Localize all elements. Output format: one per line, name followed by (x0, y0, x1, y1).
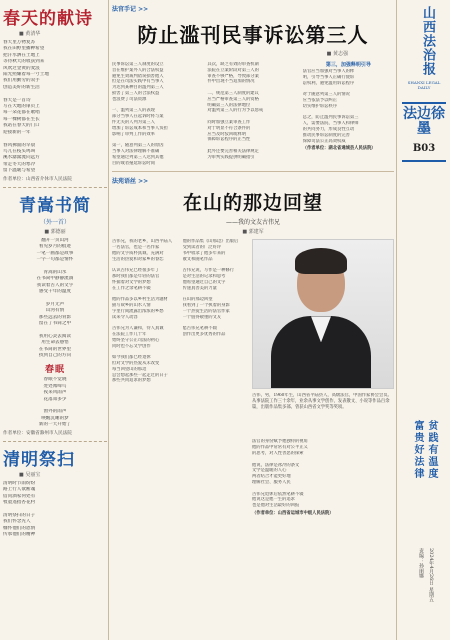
text-line: 留在了书简之中 (38, 321, 72, 327)
text-line: 同时加强立案审查工作 (207, 119, 251, 125)
text-line: 他的作品多以乡村生活为题材 (112, 297, 168, 303)
column-kicker: 法官手记 >> (112, 6, 149, 13)
text-line: 我站在春天的门口 (3, 123, 40, 129)
text-line: 旨在维护案外人的合法权益 (112, 67, 164, 73)
text-line: 同时也不忘文学创作 (112, 343, 151, 349)
text-line: 应当严格审查第三人的资格 (207, 96, 259, 102)
text-line: 在书简的世界里 (38, 346, 72, 352)
text-line: 春天是一首诗 (3, 97, 31, 103)
poem-title: 春眠 (44, 365, 65, 376)
text-line: 春风拂面的早晨 (3, 142, 36, 148)
main-content (112, 4, 394, 636)
text-line: 新的一天开始了 (38, 422, 72, 428)
text-line: 理解社会、服务人民 (252, 479, 291, 485)
text-line: 每一朵花都在歌唱 (3, 110, 40, 116)
text-line: 每当回望山的那边 (112, 366, 147, 372)
text-line: 等待秋天的收获到来 (3, 59, 45, 65)
text-line: 始终坚守公正司法的初心 (112, 337, 160, 343)
text-line: 写在大地的扉页上 (3, 104, 40, 110)
text-line: 读来令人动容 (112, 314, 138, 320)
text-line: 他的作品中常常有对公平正义 (252, 445, 308, 451)
text-line: 增加了诉讼成本和当事人负担 (112, 125, 168, 131)
text-line: 感受千年的温度 (38, 288, 72, 294)
text-line: 迎接新的一年 (3, 129, 31, 135)
text-line: 春眠不觉晓 (43, 377, 67, 383)
text-line: 青嵩的山水 (43, 269, 67, 275)
text-line: 阳光照耀着每一寸土地 (3, 72, 49, 78)
text-line: 损害了第三人的合法权益 (112, 90, 160, 96)
text-line: 件无关的人列为第三人 (112, 119, 155, 125)
text-line: 应当及时驳回或释明 (207, 131, 246, 137)
text-line: 明，引导当事人正确行使诉 (302, 74, 355, 80)
section-name: 法边徐墨 (403, 106, 445, 137)
text-line: 缅怀他们的恩情 (3, 525, 36, 531)
poem-body (3, 377, 107, 428)
text-line: 岁月无声 (45, 301, 65, 307)
author-affiliation: （作者单位：湖北省通城县人民法院） (302, 146, 376, 152)
text-line: 处处闻啼鸟 (43, 383, 67, 389)
text-line: 对于明显不符合条件的 (207, 125, 251, 131)
text-line: 在法院工作几十年 (112, 332, 147, 338)
text-line: 总会想起那些一起走过的日子 (112, 372, 168, 378)
text-line: 春天里万物复苏 (3, 40, 36, 45)
text-line: 保障司法公正高效权威 (302, 138, 346, 144)
text-line: 愿古伟兄笔耕不辍 (182, 326, 217, 332)
column-divider (396, 0, 397, 640)
text-line: 为审判实践提供明确指引 (207, 154, 255, 160)
text-line: 每一棵树都在生长 (3, 116, 40, 122)
poem-body (3, 481, 107, 539)
text-line: 我们用勤劳的双手 (3, 78, 40, 84)
divider (112, 171, 394, 172)
text-line: 在工作之余笔耕不辍 (112, 285, 151, 291)
text-line: 明确第三人的法律地位 (207, 102, 251, 108)
masthead-english: SHANXI LEGAL DAILY (407, 80, 441, 90)
text-line: 第一，随意列第三人的原因 (112, 143, 164, 149)
text-line: 审查不够严格，导致部分案 (207, 73, 259, 79)
text-line: 在山的那边回望 (182, 297, 213, 303)
poem-subtitle: （外一首） (39, 218, 70, 226)
text-line: 当事人对法律理解不准确 (112, 148, 160, 154)
poem-author: ■ 吴丽宝 (19, 471, 41, 478)
editor-credit: 责编：孙丽娜 (418, 548, 424, 578)
text-line: 带走冬天的寒冷 (3, 161, 36, 167)
text-line: 其次，缺乏有效的审查机制 (207, 62, 259, 67)
article-subheadline: ——我的文友古伟兄 (225, 219, 280, 227)
text-line: 他希望通过自己的文字 (182, 279, 226, 285)
text-line: 传递真善美的力量 (182, 285, 217, 291)
text-line: 留下温暖与希望 (3, 168, 36, 174)
article-byline: ■ 黄志强 (326, 51, 348, 57)
text-line: 件中出现不当追加的情况 (207, 79, 255, 85)
text-line: 我在田野里播种希望 (3, 46, 45, 52)
article-headline: 在山的那边回望 (182, 192, 323, 215)
text-line: 一名法官，也是一名作家 (112, 245, 160, 251)
text-line: 创造美好的新生活 (3, 84, 40, 90)
text-line: 他的文字质朴真诚，充满对 (112, 250, 164, 256)
text-line: 那些共同追求的梦想 (112, 378, 151, 384)
text-line: 他说这是他一生的追求 (252, 497, 295, 503)
text-line: 翻开一页山河 (41, 237, 69, 243)
text-line: 清明祭扫的日子 (3, 512, 36, 518)
text-line: 那些远去的背影 (38, 314, 72, 320)
text-line: 一个值得敬重的文友 (182, 314, 222, 320)
text-line: 字里行间流露出浓浓的乡愁 (112, 308, 164, 314)
text-line: 两者结合才能更好地 (252, 474, 291, 480)
text-line: 那时我们都是年轻的法官 (112, 274, 160, 280)
text-line: 一字一句都是情怀 (36, 256, 74, 262)
text-line: 散文和随笔作品 (182, 256, 213, 262)
author-affiliation: 作者单位：安徽省滁州市人民法院 (3, 430, 72, 436)
text-line: 描写故乡的山水人情 (112, 303, 151, 309)
text-line: 法院在立案阶段对第三人的 (207, 67, 259, 73)
article-byline: ■ 郭建军 (242, 229, 264, 236)
issue-date: 2024年4月26日 星期五 (428, 548, 434, 602)
text-line: 是对生活的记录和思考 (182, 274, 226, 280)
text-line: 人，需要法院、当事人和律师 (302, 121, 359, 127)
text-line: 古伟兄为人谦和，待人真诚 (112, 326, 164, 332)
text-line: 溪水潺潺流向远方 (3, 155, 40, 161)
text-line: 唤醒沉睡的梦 (41, 415, 69, 421)
text-line: 对于随意列第三人的情况 (302, 92, 350, 98)
text-line: 民事诉讼第三人制度的设立 (112, 62, 164, 67)
text-line: 山河有情 (45, 308, 65, 314)
poem-title: 青嵩书简 (19, 195, 91, 216)
text-line: 受到读者的广泛好评 (182, 245, 222, 251)
text-line: 影响了审判工作的效率 (112, 131, 155, 137)
article-body (112, 62, 394, 166)
poem-title: 清明祭扫 (3, 449, 75, 470)
poem-author: ■ 黄清华 (19, 31, 41, 37)
text-line: 讼权利，避免滥用诉讼程序 (302, 80, 355, 86)
text-line: 怀揣着对文学的梦想 (112, 279, 151, 285)
text-line: 也浪费了司法资源 (112, 96, 147, 102)
text-line: 看见岁月的痕迹 (38, 244, 72, 250)
text-line: 鸟儿在枝头鸣叫 (3, 148, 36, 154)
text-line: 古伟兄，我的老乡，山西平陆人 (112, 239, 173, 245)
text-line: 我们怀念先人 (3, 519, 31, 525)
text-line: 把汗水洒在土地上 (3, 52, 40, 58)
text-line: 文学是温暖的人心 (252, 468, 287, 474)
text-line: 总之，防止滥列民事诉讼第三 (302, 115, 359, 121)
text-line: 推动民事诉讼制度的完善 (302, 132, 350, 138)
text-line: 的共同努力，形成良性互动 (302, 126, 355, 132)
text-line: 避免生效裁判错误损害他人 (112, 73, 164, 79)
text-line: 此外还要完善相关法律规定 (207, 148, 259, 154)
text-line: 一笔一画都是故事 (36, 250, 74, 256)
text-line: 如今我们都已经退休 (112, 355, 151, 361)
text-line: 古伟兄说，写作是一种修行 (182, 268, 235, 274)
column-divider (108, 0, 109, 640)
text-line: 的思考，对人性善恶的探索 (252, 450, 304, 456)
poem-body (3, 40, 107, 175)
author-photo (252, 239, 394, 389)
poem-author: ■ 郭德丽 (44, 228, 66, 235)
masthead-logo: 山西法治报 (420, 6, 435, 76)
article-body (112, 239, 248, 384)
photo-caption: 古伟，男，1960年生，山西省平陆县人，高级法官，中国作家协会会员。从事法院工作三十余年，业余从事文学创作，发表散文、小说等作品百余篇，出版作品集多部。曾获山西省文学奖等奖项。 (252, 393, 392, 410)
article-headline: 防止滥刊民事诉讼第三人 (137, 23, 369, 47)
section-box (402, 102, 446, 162)
slogan: 富贵好法律 (412, 420, 423, 480)
text-line: 生活的热爱和对家乡的眷恋 (112, 256, 164, 262)
poem-title: 春天的献诗 (3, 9, 93, 29)
text-line: 找到自己的方向 (38, 353, 72, 359)
text-line: 一个热爱生活的法官作家 (182, 308, 230, 314)
text-line: 古伟兄退休后依然笔耕不辍 (252, 491, 304, 497)
page-number: B03 (412, 143, 436, 154)
text-line: 清明时节雨纷纷 (3, 480, 36, 486)
poem-body (3, 238, 107, 360)
text-line: 他的作品集《山那边》出版后 (182, 239, 239, 245)
text-line: 但对文学的热爱从未改变 (112, 361, 160, 367)
text-line: 夜来风雨声 (43, 390, 67, 396)
text-line: 目的或者拖延诉讼时间 (112, 160, 155, 166)
text-line: 希望通过列第三人达到其他 (112, 154, 164, 160)
text-line: 部分当事人在起诉时将与案 (112, 114, 164, 120)
text-line: 一、滥列第三人的表现 (112, 108, 155, 114)
text-line: 法官的身份赋予他独特的视角 (252, 439, 308, 445)
text-line: 但是在司法实践中有当事人 (112, 79, 164, 85)
text-line: 路上行人欲断魂 (3, 487, 36, 493)
text-line: 在书简中静静流淌 (36, 276, 74, 282)
text-line: 二、规范第三人制度的建议 (207, 90, 259, 96)
divider (3, 441, 107, 442)
text-line: 法官应当加强对当事人的释 (302, 69, 355, 74)
page-sidebar (398, 0, 450, 640)
text-line: 用生命去感悟 (41, 340, 69, 346)
text-line: 他说，法律是冰冷的条文 (252, 462, 300, 468)
article-body (252, 439, 394, 516)
text-line: 牧童遥指杏花村 (3, 500, 36, 506)
text-line: 切实维护诉讼秩序 (302, 103, 338, 109)
text-line: 窗外的雨声 (43, 409, 67, 415)
text-line: 书中收录了他多年来的 (182, 250, 226, 256)
author-affiliation: （作者单位：山西省运城市中级人民法院） (252, 510, 334, 516)
divider (3, 187, 107, 188)
text-line: 创作出更多优秀的作品 (182, 332, 226, 338)
slogan: 贫践有温度 (426, 420, 437, 480)
text-line: 认识古伟兄已经很多年了 (112, 268, 160, 274)
text-line: 我读着古人的文字 (36, 282, 74, 288)
text-line: 传承他们的精神 (3, 532, 36, 538)
text-line: 风吹过金黄的麦浪 (3, 65, 40, 71)
column-kicker: 法苑语丝 >> (112, 178, 149, 186)
author-affiliation: 作者单位：山西省介休市人民法院 (3, 176, 72, 182)
text-line: 为达到某种目的滥列第三人 (112, 85, 164, 91)
text-line: 我看到了一个执着的身影 (182, 303, 230, 309)
text-line: 借问酒家何处有 (3, 493, 36, 499)
text-line: 我用心灵去阅读 (38, 333, 72, 339)
left-column (3, 4, 107, 636)
text-line: 应当依法予以纠正 (302, 97, 338, 103)
text-line: 保障诉讼程序的正当性 (207, 137, 251, 143)
article-subhead: 第三，加强释明引导 (325, 62, 371, 68)
text-line: 也是他对生活最好的回报 (252, 503, 300, 509)
text-line: 花落知多少 (43, 396, 67, 402)
text-line: 对滥列第三人的行为予以惩戒 (207, 108, 264, 114)
